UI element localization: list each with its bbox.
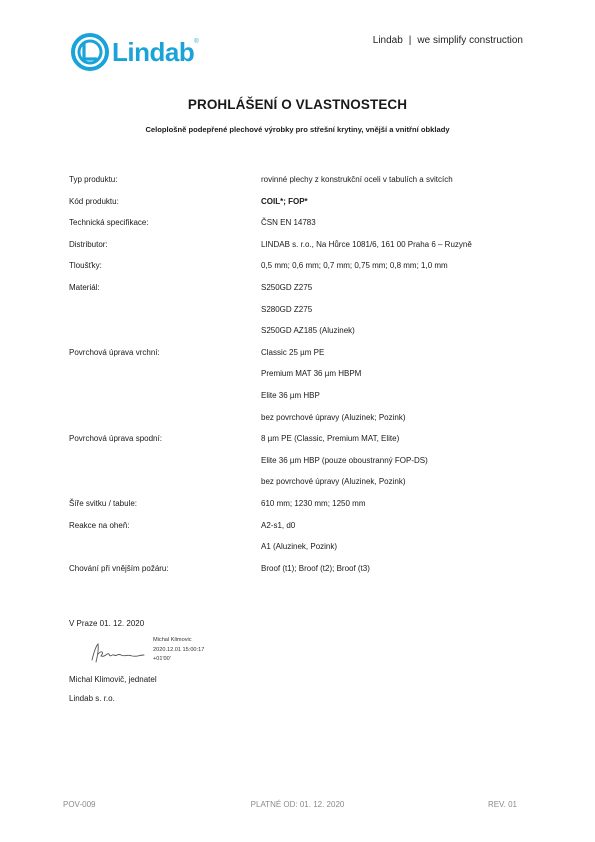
property-value: LINDAB s. r.o., Na Hůrce 1081/6, 161 00 Praha 6 – Ruzyně [261, 239, 472, 249]
property-label: Typ produktu: [69, 175, 118, 184]
property-label [69, 385, 261, 407]
signature-timezone: +01'00' [153, 656, 171, 662]
logo-wordmark: Lindab [112, 36, 195, 67]
signer-name: Michal Klimovič, jednatel [69, 675, 157, 684]
property-value: 610 mm; 1230 mm; 1250 mm [261, 498, 366, 508]
property-label [69, 407, 261, 429]
properties-table [69, 169, 529, 579]
property-row [69, 536, 529, 558]
property-label [69, 450, 261, 472]
property-row [69, 450, 529, 472]
property-value: rovinné plechy z konstrukční oceli v tabulích a svitcích [261, 175, 453, 184]
header-slogan: we simplify construction [417, 35, 523, 46]
property-value: COIL*; FOP* [261, 196, 308, 206]
property-value: bez povrchové úpravy (Aluzinek, Pozink) [261, 477, 406, 487]
property-label: Kód produktu: [69, 196, 119, 206]
property-label [69, 320, 261, 342]
property-value: 0,5 mm; 0,6 mm; 0,7 mm; 0,75 mm; 0,8 mm; 1,0 mm [261, 261, 448, 271]
property-value: bez povrchové úpravy (Aluzinek; Pozink) [261, 412, 406, 422]
property-row [69, 277, 529, 299]
property-label: Povrchová úprava spodní: [69, 434, 162, 444]
property-value: A2-s1, d0 [261, 520, 296, 530]
property-value: S250GD Z275 [261, 282, 313, 292]
registered-mark: ® [194, 39, 199, 45]
property-value: A1 (Aluzinek, Pozink) [261, 542, 338, 552]
property-label: Chování při vnějším požáru: [69, 563, 169, 573]
footer-revision: REV. 01 [487, 800, 517, 809]
property-row [69, 191, 529, 213]
property-value: Elite 36 µm HBP [261, 390, 320, 400]
signature-datetime: 2020.12.01 15:00:17 [153, 646, 205, 653]
document-title: PROHLÁŠENÍ O VLASTNOSTECH [187, 97, 408, 112]
property-value: 8 µm PE (Classic, Premium MAT, Elite) [261, 434, 400, 444]
property-label: Materiál: [69, 282, 100, 292]
company-name: Lindab s. r.o. [69, 694, 115, 703]
property-row [69, 493, 529, 515]
property-label: Reakce na oheň: [69, 520, 130, 530]
property-row [69, 428, 529, 450]
header-separator: | [408, 35, 412, 46]
footer-doc-code: POV-009 [63, 800, 96, 809]
property-row [69, 320, 529, 342]
property-row [69, 363, 529, 385]
property-value: ČSN EN 14783 [261, 218, 316, 228]
property-row [69, 471, 529, 493]
property-row [69, 515, 529, 537]
property-label: Tloušťky: [69, 261, 102, 271]
handwritten-signature [88, 640, 150, 666]
header-company: Lindab [372, 35, 403, 46]
property-row [69, 558, 529, 580]
place-date: V Praze 01. 12. 2020 [69, 619, 145, 628]
lindab-logo [70, 32, 220, 72]
property-label: Povrchová úprava vrchní: [69, 347, 160, 357]
property-label [69, 536, 261, 558]
property-row [69, 234, 529, 256]
digital-signature-info [153, 636, 204, 665]
document-subtitle: Celoplošně podepřené plechové výrobky pro střešní krytiny, vnější a vnitřní obklady [145, 125, 450, 134]
signature-name: Michal Klimovic [153, 637, 192, 643]
property-label: Technická specifikace: [69, 218, 149, 228]
property-row [69, 169, 529, 191]
property-value: Classic 25 µm PE [261, 347, 325, 357]
property-value: Premium MAT 36 µm HBPM [261, 369, 362, 379]
property-row [69, 342, 529, 364]
property-label: Distributor: [69, 239, 108, 249]
property-value: S280GD Z275 [261, 304, 313, 314]
property-label [69, 363, 261, 385]
property-row [69, 299, 529, 321]
property-value: S250GD AZ185 (Aluzinek) [261, 326, 355, 336]
property-label: Šíře svitku / tabule: [69, 498, 138, 508]
property-label [69, 299, 261, 321]
property-row [69, 255, 529, 277]
footer-valid-from: PLATNÉ OD: 01. 12. 2020 [250, 800, 345, 809]
property-value: Broof (t1); Broof (t2); Broof (t3) [261, 563, 370, 573]
lindab-ring-icon [70, 32, 110, 72]
property-row [69, 407, 529, 429]
property-row [69, 212, 529, 234]
property-value: Elite 36 µm HBP (pouze oboustranný FOP-DS) [261, 455, 428, 465]
property-label [69, 471, 261, 493]
property-row [69, 385, 529, 407]
header-tagline [373, 35, 523, 46]
